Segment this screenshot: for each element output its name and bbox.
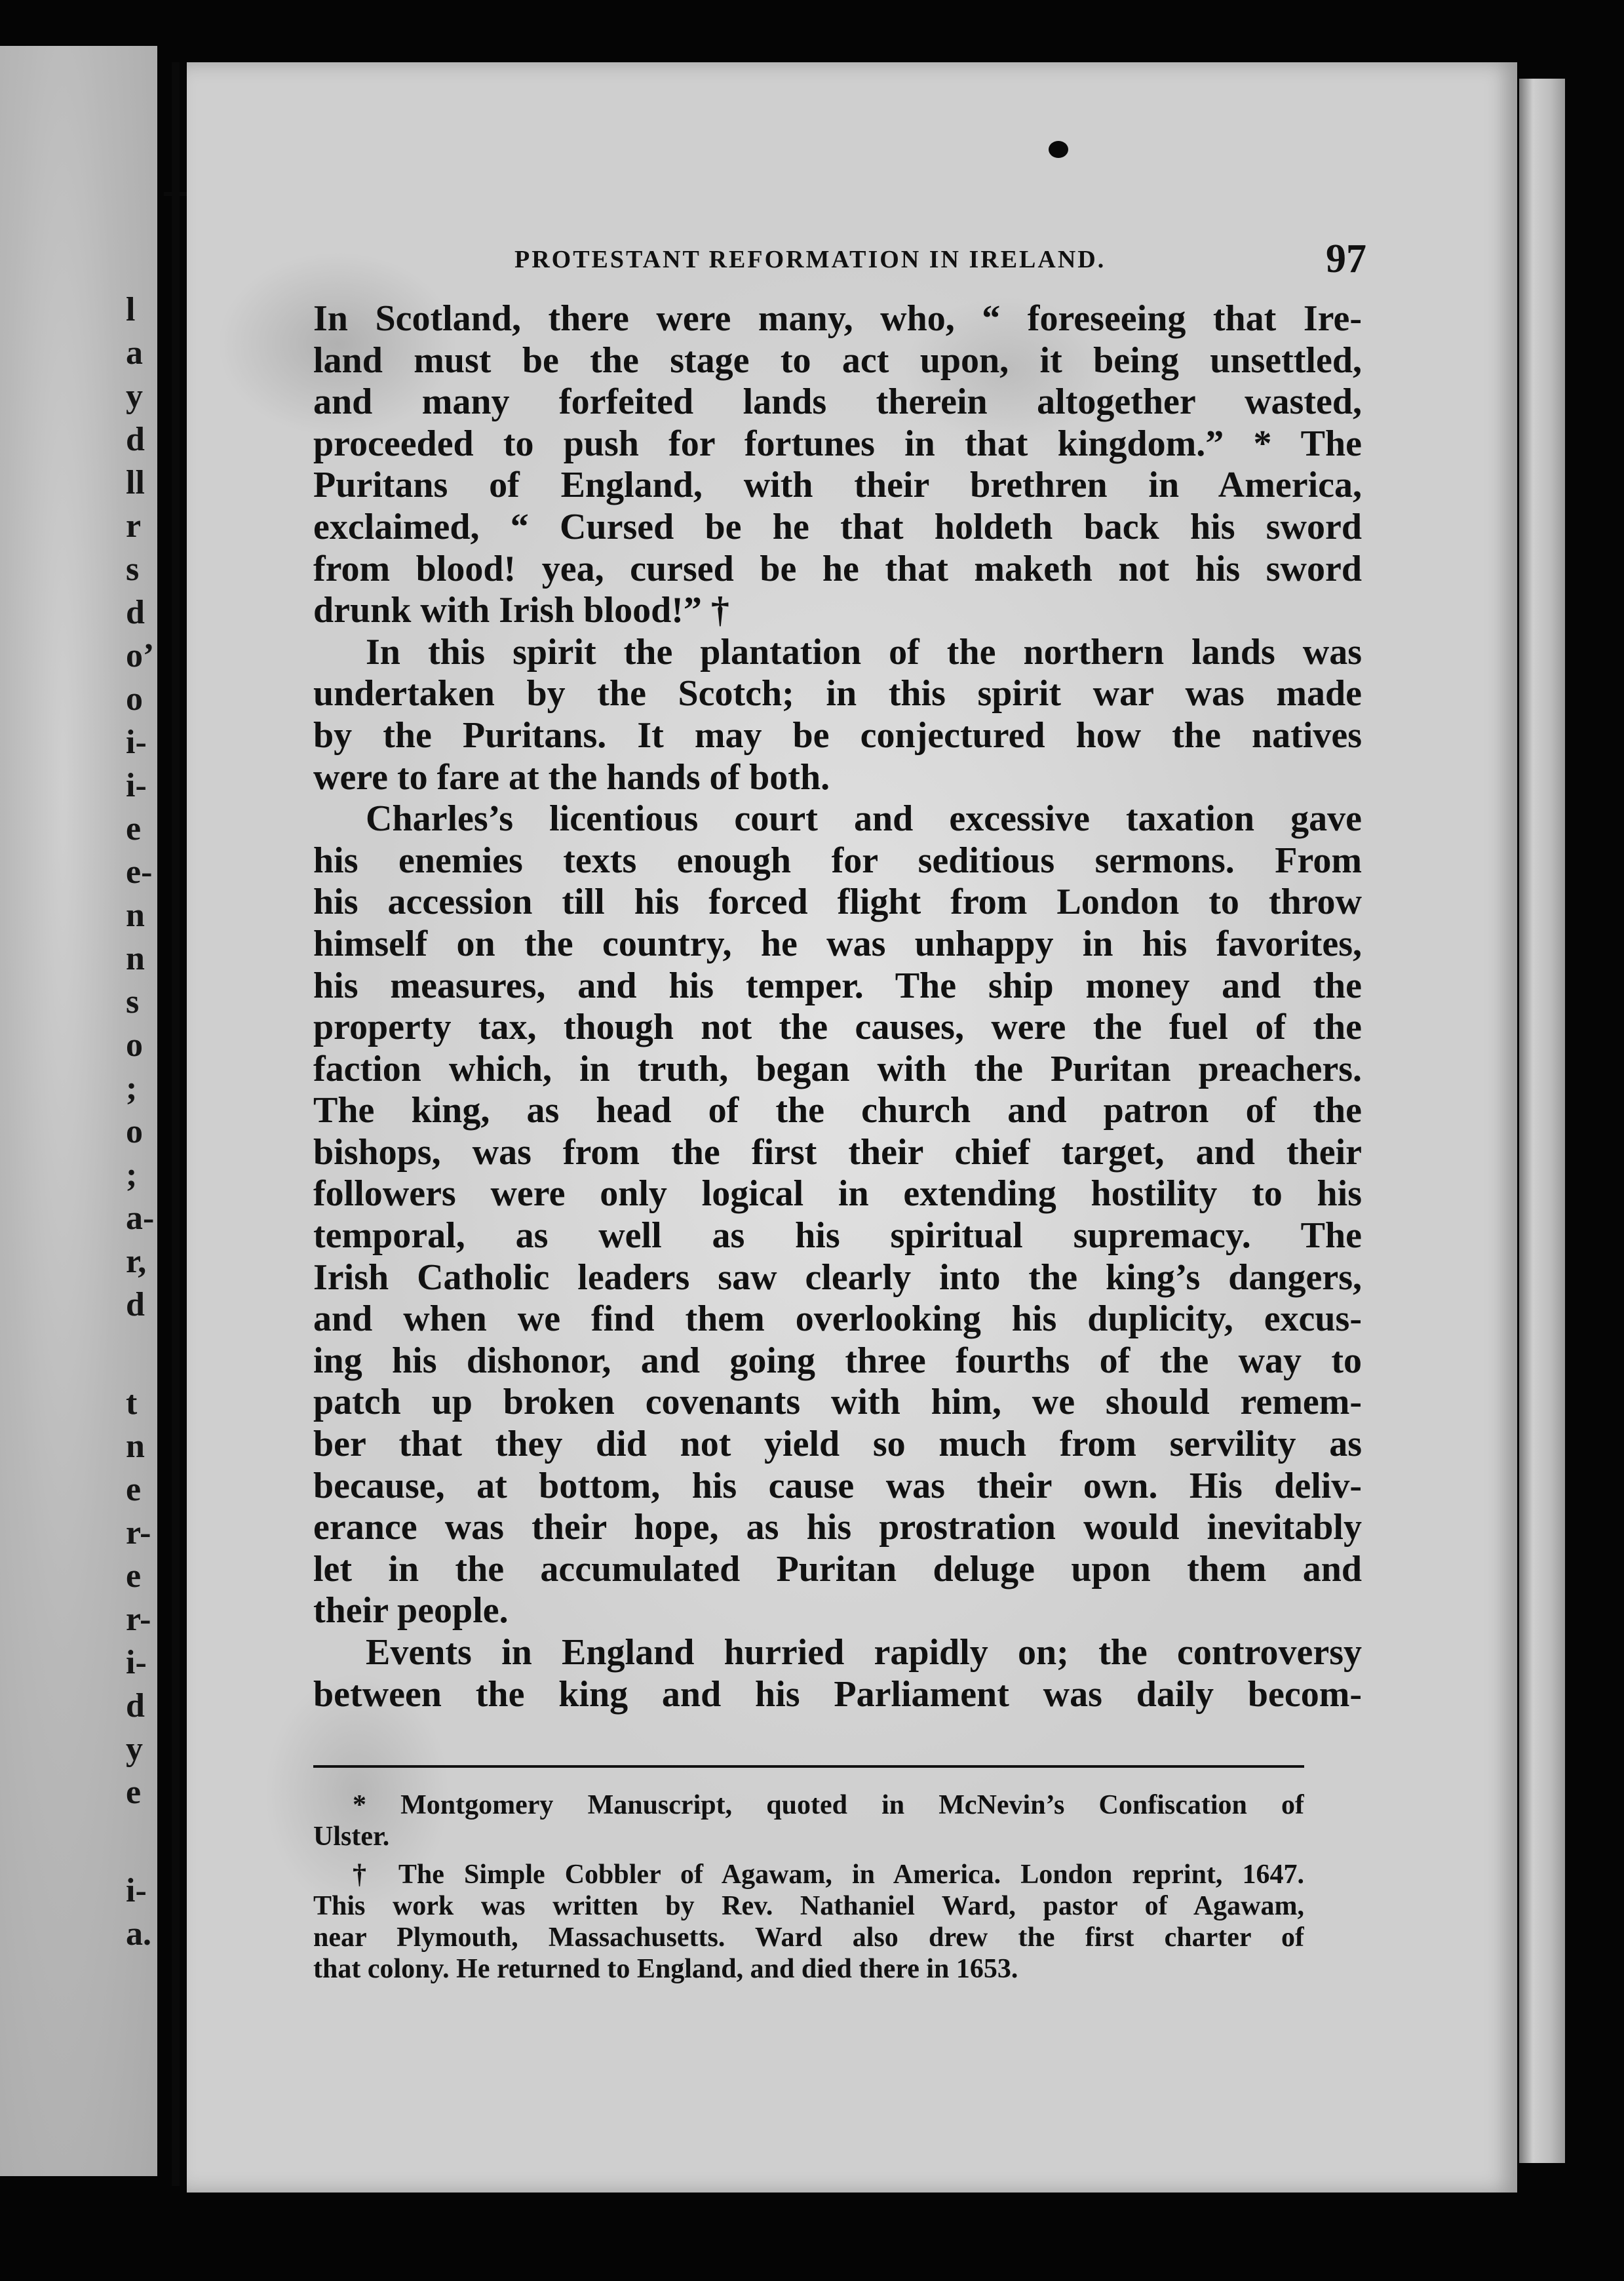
gutter-mark <box>164 192 189 196</box>
margin-fragment: e <box>126 1471 142 1508</box>
text-line: by the Puritans. It may be conjectured how the natives <box>313 714 1362 756</box>
text-line: undertaken by the Scotch; in this spirit war was made <box>313 673 1362 714</box>
footnote-line: near Plymouth, Massachusetts. Ward also drew the first charter of <box>313 1922 1304 1953</box>
margin-fragment: d <box>126 1286 145 1323</box>
margin-fragment: y <box>126 1730 143 1768</box>
margin-fragment: y <box>126 378 143 415</box>
margin-fragment: o <box>126 1026 143 1064</box>
running-title: PROTESTANT REFORMATION IN IRELAND. <box>514 246 1106 273</box>
previous-page-line-endings <box>126 288 155 1956</box>
margin-fragment: e <box>126 1557 142 1595</box>
margin-fragment: i- <box>126 1644 147 1681</box>
text-line: Puritans of England, with their brethren in America, <box>313 465 1362 506</box>
margin-fragment: n <box>126 940 145 977</box>
margin-fragment: ; <box>126 1070 138 1107</box>
previous-page-fragment <box>0 46 157 2176</box>
footnote-line: * Montgomery Manuscript, quoted in McNevin’s Confiscation of <box>353 1790 1304 1820</box>
margin-fragment: a <box>126 334 143 372</box>
text-line: were to fare at the hands of both. <box>313 756 830 798</box>
text-line: and when we find them overlooking his duplicity, excus- <box>313 1298 1362 1340</box>
margin-fragment <box>126 1814 155 1869</box>
running-head <box>514 236 1366 288</box>
footnote-line: that colony. He returned to England, and died there in 1653. <box>313 1954 1018 1984</box>
margin-fragment: n <box>126 1428 145 1465</box>
margin-fragment: s <box>126 983 140 1021</box>
text-line: from blood! yea, cursed be he that maketh not his sword <box>313 548 1362 589</box>
footnote-line: Ulster. <box>313 1822 390 1852</box>
margin-fragment: o <box>126 1113 143 1150</box>
text-line: and many forfeited lands therein altogether wasted, <box>313 381 1362 423</box>
text-line: because, at bottom, his cause was their own. His deliv- <box>313 1465 1362 1506</box>
text-line: Irish Catholic leaders saw clearly into the king’s dangers, <box>313 1257 1362 1298</box>
margin-fragment: r- <box>126 1514 151 1551</box>
text-line: let in the accumulated Puritan deluge upon them and <box>313 1548 1362 1589</box>
text-line: himself on the country, he was unhappy in his favorites, <box>313 923 1362 964</box>
margin-fragment: r, <box>126 1243 147 1280</box>
margin-fragment: d <box>126 421 145 458</box>
ink-blot <box>1049 141 1068 158</box>
text-line: property tax, though not the causes, were the fuel of the <box>313 1007 1362 1048</box>
margin-fragment: e <box>126 810 142 848</box>
text-line: followers were only logical in extending hostility to his <box>313 1173 1362 1215</box>
margin-fragment: s <box>126 551 140 588</box>
text-line: drunk with Irish blood!” † <box>313 590 729 631</box>
text-line: In this spirit the plantation of the northern lands was <box>366 631 1362 673</box>
text-line: exclaimed, “ Cursed be he that holdeth back his sword <box>313 506 1362 547</box>
text-line: his measures, and his temper. The ship money and the <box>313 965 1362 1006</box>
footnotes <box>313 1789 1304 1985</box>
margin-fragment: d <box>126 1687 145 1725</box>
margin-fragment: i- <box>126 724 147 761</box>
text-line: land must be the stage to act upon, it being unsettled, <box>313 340 1362 381</box>
text-line: between the king and his Parliament was daily becom- <box>313 1673 1362 1715</box>
margin-fragment: o’ <box>126 637 155 674</box>
page-edge-shadow <box>1519 79 1565 2163</box>
margin-fragment: e- <box>126 853 153 891</box>
footnote-line: † The Simple Cobbler of Agawam, in America. London reprint, 1647. <box>353 1860 1304 1890</box>
margin-fragment: o <box>126 680 143 718</box>
text-line: his enemies texts enough for seditious sermons. From <box>313 840 1362 881</box>
text-line: temporal, as well as his spiritual supremacy. The <box>313 1215 1362 1257</box>
margin-fragment <box>126 1327 155 1382</box>
margin-fragment: t <box>126 1384 138 1422</box>
text-line: ber that they did not yield so much from servility as <box>313 1424 1362 1465</box>
margin-fragment: a. <box>126 1915 151 1953</box>
margin-fragment: d <box>126 594 145 631</box>
margin-fragment: a- <box>126 1199 155 1237</box>
text-line: faction which, in truth, began with the Puritan preachers. <box>313 1048 1362 1089</box>
text-line: proceeded to push for fortunes in that kingdom.” * The <box>313 423 1362 464</box>
text-line: ing his dishonor, and going three fourths of the way to <box>313 1340 1362 1381</box>
margin-fragment: l <box>126 291 136 328</box>
margin-fragment: i- <box>126 767 147 804</box>
margin-fragment: r- <box>126 1601 151 1638</box>
text-line: their people. <box>313 1590 509 1631</box>
text-line: erance was their hope, as his prostration would inevitably <box>313 1507 1362 1548</box>
body-text <box>313 298 1362 1715</box>
text-line: Charles’s licentious court and excessive taxation gave <box>366 798 1362 840</box>
page-number: 97 <box>1326 237 1366 281</box>
margin-fragment: n <box>126 897 145 934</box>
text-line: bishops, was from the first their chief target, and their <box>313 1131 1362 1173</box>
binding-gutter-line <box>172 62 180 2186</box>
text-line: In Scotland, there were many, who, “ foreseeing that Ire- <box>313 298 1362 339</box>
margin-fragment: ; <box>126 1156 138 1194</box>
text-line: his accession till his forced flight from London to throw <box>313 882 1362 923</box>
margin-fragment: e <box>126 1774 142 1811</box>
footnote-rule <box>313 1765 1304 1768</box>
margin-fragment: r <box>126 507 142 545</box>
footnote-line: This work was written by Rev. Nathaniel Ward, pastor of Agawam, <box>313 1891 1304 1921</box>
text-line: Events in England hurried rapidly on; the controversy <box>366 1632 1362 1673</box>
text-line: The king, as head of the church and patron of the <box>313 1090 1362 1131</box>
text-line: patch up broken covenants with him, we should remem- <box>313 1382 1362 1423</box>
margin-fragment: i- <box>126 1872 147 1909</box>
margin-fragment: ll <box>126 464 145 501</box>
